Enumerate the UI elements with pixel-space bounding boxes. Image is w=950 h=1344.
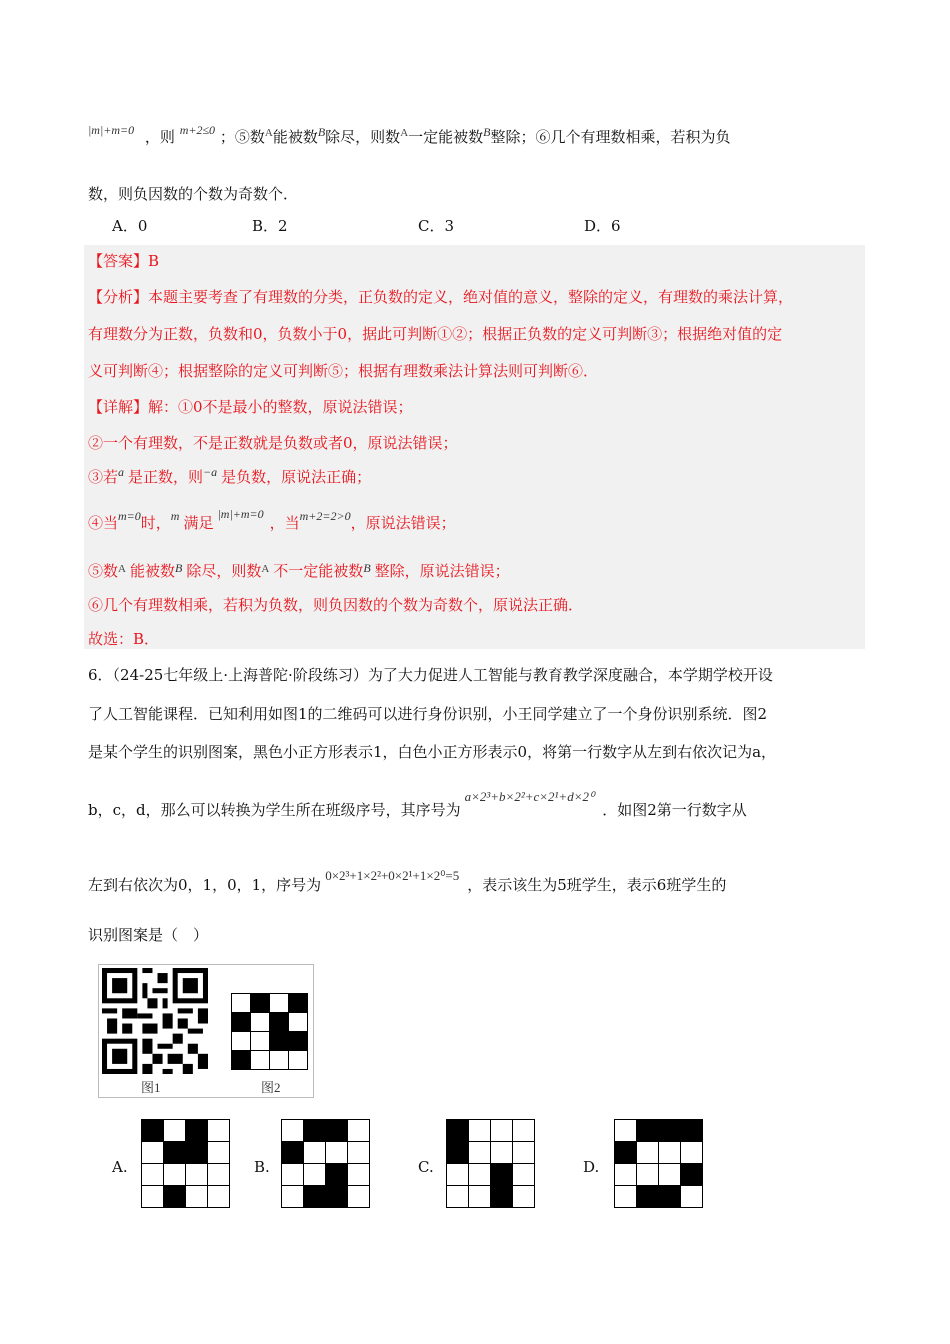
formula-general: a×2³+b×2²+c×2¹+d×2⁰	[464, 789, 595, 804]
choice-d-label[interactable]: D.	[583, 1158, 600, 1176]
white-cell	[681, 1142, 703, 1164]
black-cell	[232, 1051, 251, 1070]
black-cell	[270, 1013, 289, 1032]
qr-code-icon	[102, 968, 208, 1074]
analysis-line-2: 有理数分为正数，负数和0，负数小于0，据此可判断①②；根据正负数的定义可判断③；根据绝对值的定	[88, 325, 783, 343]
figure-1-caption: 图1	[141, 1080, 161, 1095]
analysis-line-3: 义可判断④；根据整除的定义可判断⑤；根据有理数乘法计算法则可判断⑥．	[88, 362, 599, 380]
white-cell	[164, 1164, 186, 1186]
white-cell	[615, 1186, 637, 1208]
white-cell	[232, 994, 251, 1013]
white-cell	[208, 1164, 230, 1186]
white-cell	[304, 1142, 326, 1164]
white-cell	[348, 1186, 370, 1208]
choice-c-grid[interactable]	[446, 1119, 535, 1208]
q6-line-4: b，c，d，那么可以转换为学生所在班级序号，其序号为a×2³+b×2²+c×2¹+d×2⁰．如图2第一行数字从	[88, 789, 747, 819]
white-cell	[513, 1164, 535, 1186]
white-cell	[270, 1051, 289, 1070]
white-cell	[289, 1013, 308, 1032]
figure-box	[98, 964, 314, 1098]
option-b: B．2	[252, 217, 288, 235]
q6-line-1: 6．（24-25七年级上·上海普陀·阶段练习）为了大力促进人工智能与教育教学深度融合，本学期学校开设	[88, 666, 773, 684]
white-cell	[304, 1164, 326, 1186]
black-cell	[326, 1120, 348, 1142]
white-cell	[282, 1164, 304, 1186]
black-cell	[681, 1164, 703, 1186]
black-cell	[164, 1142, 186, 1164]
black-cell	[491, 1186, 513, 1208]
white-cell	[491, 1120, 513, 1142]
white-cell	[513, 1120, 535, 1142]
option-c: C．3	[418, 217, 455, 235]
analysis-line-1: 【分析】本题主要考查了有理数的分类，正负数的定义，绝对值的意义，整除的定义，有理数的乘法计算，	[88, 288, 794, 306]
white-cell	[615, 1120, 637, 1142]
option-a: A．0	[112, 217, 148, 235]
black-cell	[142, 1120, 164, 1142]
white-cell	[513, 1142, 535, 1164]
choice-c-label[interactable]: C.	[418, 1158, 434, 1176]
white-cell	[208, 1120, 230, 1142]
white-cell	[251, 1013, 270, 1032]
black-cell	[326, 1186, 348, 1208]
choice-a-grid[interactable]	[141, 1119, 230, 1208]
choice-d-grid[interactable]	[614, 1119, 703, 1208]
black-cell	[289, 1032, 308, 1051]
white-cell	[326, 1142, 348, 1164]
white-cell	[659, 1142, 681, 1164]
white-cell	[491, 1142, 513, 1164]
black-cell	[659, 1120, 681, 1142]
white-cell	[142, 1142, 164, 1164]
black-cell	[491, 1164, 513, 1186]
detail-line-1: 【详解】解：①0不是最小的整数，原说法错误；	[88, 398, 413, 416]
white-cell	[282, 1186, 304, 1208]
black-cell	[326, 1164, 348, 1186]
q5-condition-line-2: 数，则负因数的个数为奇数个．	[88, 185, 299, 203]
black-cell	[637, 1120, 659, 1142]
white-cell	[637, 1142, 659, 1164]
detail-line-5: ⑤数$^A$ 能被数$^B$ 除尽，则数$^A$ 不一定能被数$^B$ 整除，原说法错误；	[88, 561, 510, 580]
black-cell	[282, 1142, 304, 1164]
q6-line-6: 识别图案是（ ）	[88, 926, 209, 944]
black-cell	[289, 994, 308, 1013]
white-cell	[289, 1051, 308, 1070]
figure-2-grid	[231, 993, 308, 1070]
white-cell	[469, 1120, 491, 1142]
figure-2-caption: 图2	[261, 1080, 281, 1095]
white-cell	[142, 1186, 164, 1208]
answer-label: 【答案】B	[88, 252, 160, 270]
white-cell	[681, 1186, 703, 1208]
choice-b-grid[interactable]	[281, 1119, 370, 1208]
math-expr: m+2≤0	[179, 123, 216, 137]
black-cell	[251, 994, 270, 1013]
black-cell	[659, 1186, 681, 1208]
black-cell	[164, 1186, 186, 1208]
black-cell	[637, 1186, 659, 1208]
white-cell	[164, 1120, 186, 1142]
white-cell	[348, 1142, 370, 1164]
black-cell	[681, 1120, 703, 1142]
math-expr: |m|+m=0	[88, 123, 135, 137]
detail-line-4: ④当$^{m=0}$时，$^m$ 满足 $^{|m|+m=0}$ ，当$^{m+2=2>0}$，原说法错误；	[88, 507, 456, 532]
white-cell	[637, 1164, 659, 1186]
black-cell	[304, 1186, 326, 1208]
q6-line-2: 了人工智能课程．已知利用如图1的二维码可以进行身份识别，小王同学建立了一个身份识别系统．图2	[88, 705, 768, 723]
white-cell	[615, 1164, 637, 1186]
q6-line-3: 是某个学生的识别图案，黑色小正方形表示1，白色小正方形表示0，将第一行数字从左到右依次记为a，	[88, 743, 777, 761]
black-cell	[186, 1142, 208, 1164]
white-cell	[186, 1164, 208, 1186]
white-cell	[282, 1120, 304, 1142]
black-cell	[615, 1142, 637, 1164]
white-cell	[469, 1164, 491, 1186]
white-cell	[447, 1186, 469, 1208]
detail-line-3: ③若$^a$ 是正数，则$^{-a}$ 是负数，原说法正确；	[88, 465, 372, 486]
black-cell	[447, 1142, 469, 1164]
option-d: D．6	[584, 217, 621, 235]
white-cell	[659, 1164, 681, 1186]
formula-example: 0×2³+1×2²+0×2¹+1×2⁰=5	[325, 868, 460, 883]
white-cell	[251, 1051, 270, 1070]
white-cell	[208, 1142, 230, 1164]
white-cell	[208, 1186, 230, 1208]
final-answer: 故选：B．	[88, 630, 160, 648]
white-cell	[348, 1120, 370, 1142]
white-cell	[142, 1164, 164, 1186]
black-cell	[270, 1032, 289, 1051]
white-cell	[270, 994, 289, 1013]
white-cell	[186, 1186, 208, 1208]
white-cell	[348, 1164, 370, 1186]
white-cell	[251, 1032, 270, 1051]
detail-line-2: ②一个有理数，不是正数就是负数或者0，原说法错误；	[88, 434, 458, 452]
detail-line-6: ⑥几个有理数相乘，若积为负数，则负因数的个数为奇数个，原说法正确．	[88, 596, 584, 614]
white-cell	[513, 1186, 535, 1208]
black-cell	[232, 1013, 251, 1032]
white-cell	[232, 1032, 251, 1051]
black-cell	[447, 1120, 469, 1142]
choice-b-label[interactable]: B.	[254, 1158, 270, 1176]
choice-a-label[interactable]: A.	[112, 1158, 128, 1176]
black-cell	[304, 1120, 326, 1142]
white-cell	[469, 1186, 491, 1208]
white-cell	[469, 1142, 491, 1164]
black-cell	[186, 1120, 208, 1142]
q6-line-5: 左到右依次为0，1，0，1，序号为0×2³+1×2²+0×2¹+1×2⁰=5，表示该生为5班学生，表示6班学生的	[88, 868, 727, 894]
white-cell	[447, 1164, 469, 1186]
q5-condition-line: $^{|m|+m=0}$ ，则 $^{m+2\le 0}$ ；⑤数$^A$能被数$^B$除尽，则数$^A$一定能被数$^B$整除；⑥几个有理数相乘，若积为负	[88, 123, 731, 146]
